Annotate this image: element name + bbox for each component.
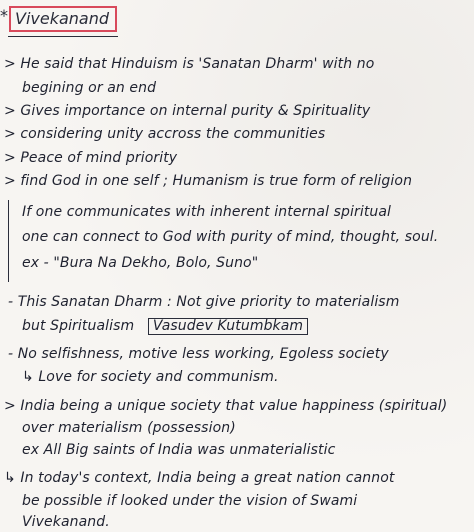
note-line-8: one can connect to God with purity of mind, thought, soul. [22,229,439,245]
note-line-7: If one communicates with inherent internal spiritual [22,204,392,220]
bracket-mark [8,200,9,282]
note-line-3: > Gives importance on internal purity & Spirituality [4,103,371,119]
note-line-15: over materialism (possession) [22,420,236,436]
note-line-16: ex All Big saints of India was unmaterialistic [22,442,336,458]
note-line-19: Vivekanand. [22,514,110,530]
note-line-14: > India being a unique society that value happiness (spiritual) [4,398,448,414]
page-title: Vivekanand [9,6,117,32]
note-line-10: - This Sanatan Dharm : Not give priority to materialism [8,294,400,310]
note-line-2: begining or an end [22,80,157,96]
note-line-4: > considering unity accross the communities [4,126,326,142]
note-line-11-text: but Spiritualism [22,318,135,334]
note-line-1: > He said that Hinduism is 'Sanatan Dharm' with no [4,56,375,72]
note-line-6: > find God in one self ; Humanism is true form of religion [4,173,413,189]
note-line-9: ex - "Bura Na Dekho, Bolo, Suno" [22,255,259,271]
star-bullet: * [0,6,8,25]
note-line-17: ↳ In today's context, India being a great nation cannot [4,470,395,486]
vasudev-kutumbkam-box: Vasudev Kutumbkam [148,318,308,335]
note-line-18: be possible if looked under the vision of Swami [22,493,358,509]
note-line-12: - No selfishness, motive less working, Egoless society [8,346,389,362]
note-line-5: > Peace of mind priority [4,150,178,166]
note-line-13: ↳ Love for society and communism. [22,369,279,385]
note-line-11 [22,318,308,335]
title-underline [8,36,118,37]
